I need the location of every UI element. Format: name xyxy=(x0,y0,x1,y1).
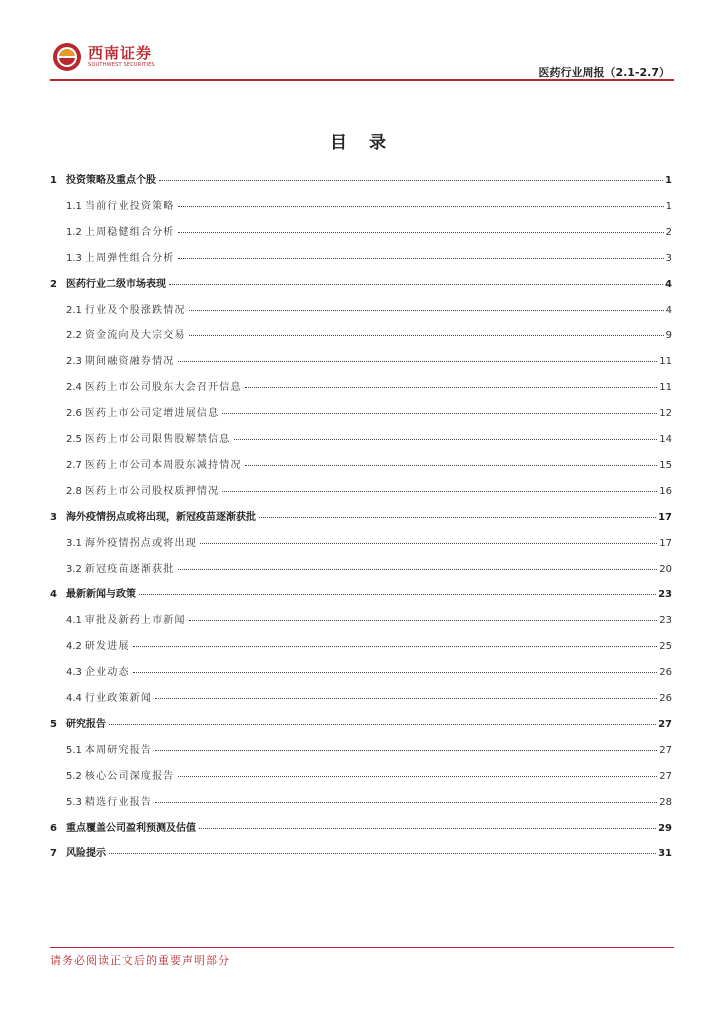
toc-subsection-entry[interactable] xyxy=(50,560,672,576)
toc-entry-number: 5 xyxy=(50,719,57,730)
toc-entry-number: 5.3 xyxy=(66,797,82,808)
toc-section-entry[interactable] xyxy=(50,585,672,601)
toc-dot-leader xyxy=(178,560,658,570)
toc-entry-page-number: 2 xyxy=(665,227,672,238)
toc-dot-leader xyxy=(155,689,657,699)
toc-dot-leader xyxy=(155,793,657,803)
toc-dot-leader xyxy=(259,508,656,518)
toc-dot-leader xyxy=(189,611,658,621)
toc-entry-label: 上周弹性组合分析 xyxy=(84,253,175,264)
logo-chinese-name: 西南证券 xyxy=(88,44,153,62)
toc-entry-label: 企业动态 xyxy=(84,667,130,678)
toc-entry-label: 审批及新药上市新闻 xyxy=(84,615,186,626)
toc-dot-leader xyxy=(178,249,664,259)
toc-entry-label: 医药上市公司股东大会召开信息 xyxy=(84,382,242,393)
toc-entry-label: 医药行业二级市场表现 xyxy=(66,279,166,290)
toc-entry-label: 本周研究报告 xyxy=(84,745,153,756)
toc-entry-page-number: 14 xyxy=(659,434,672,445)
toc-entry-page-number: 27 xyxy=(658,719,672,730)
toc-entry-page-number: 20 xyxy=(659,564,672,575)
toc-entry-page-number: 25 xyxy=(659,641,672,652)
toc-entry-number: 3.1 xyxy=(66,538,82,549)
toc-entry-number: 2.3 xyxy=(66,356,82,367)
toc-dot-leader xyxy=(245,378,658,388)
toc-subsection-entry[interactable] xyxy=(50,249,672,265)
toc-entry-page-number: 27 xyxy=(659,771,672,782)
toc-subsection-entry[interactable] xyxy=(50,689,672,705)
toc-subsection-entry[interactable] xyxy=(50,534,672,550)
toc-section-entry[interactable] xyxy=(50,844,672,860)
toc-subsection-entry[interactable] xyxy=(50,404,672,420)
toc-subsection-entry[interactable] xyxy=(50,663,672,679)
toc-dot-leader xyxy=(109,715,656,725)
toc-entry-label: 精选行业报告 xyxy=(84,797,153,808)
toc-entry-page-number: 17 xyxy=(658,512,672,523)
toc-entry-page-number: 1 xyxy=(665,175,672,186)
toc-entry-page-number: 26 xyxy=(659,693,672,704)
toc-dot-leader xyxy=(199,819,656,829)
toc-entry-number: 3 xyxy=(50,512,57,523)
toc-entry-number: 2.4 xyxy=(66,382,82,393)
toc-entry-number: 2.7 xyxy=(66,460,82,471)
footer-divider xyxy=(50,947,674,948)
toc-entry-number: 6 xyxy=(50,823,57,834)
page-header xyxy=(50,38,674,82)
toc-entry-label: 研究报告 xyxy=(66,719,106,730)
toc-section-entry[interactable] xyxy=(50,715,672,731)
toc-subsection-entry[interactable] xyxy=(50,611,672,627)
toc-entry-number: 2.2 xyxy=(66,330,82,341)
toc-subsection-entry[interactable] xyxy=(50,378,672,394)
toc-subsection-entry[interactable] xyxy=(50,326,672,342)
toc-dot-leader xyxy=(169,275,663,285)
toc-entry-number: 4 xyxy=(50,589,57,600)
toc-entry-label: 行业及个股涨跌情况 xyxy=(84,305,186,316)
toc-entry-number: 2.5 xyxy=(66,434,82,445)
toc-entry-number: 2.8 xyxy=(66,486,82,497)
toc-entry-number: 7 xyxy=(50,848,57,859)
toc-dot-leader xyxy=(222,404,657,414)
toc-entry-page-number: 28 xyxy=(659,797,672,808)
toc-dot-leader xyxy=(133,637,658,647)
toc-subsection-entry[interactable] xyxy=(50,456,672,472)
toc-entry-page-number: 4 xyxy=(665,279,672,290)
toc-entry-label: 医药上市公司股权质押情况 xyxy=(84,486,220,497)
toc-entry-number: 4.4 xyxy=(66,693,82,704)
toc-entry-number: 5.1 xyxy=(66,745,82,756)
toc-entry-label: 核心公司深度报告 xyxy=(84,771,175,782)
toc-entry-page-number: 16 xyxy=(659,486,672,497)
toc-entry-label: 新冠疫苗逐渐获批 xyxy=(84,564,175,575)
toc-entry-page-number: 1 xyxy=(665,201,672,212)
toc-entry-label: 医药上市公司本周股东减持情况 xyxy=(84,460,242,471)
toc-entry-number: 5.2 xyxy=(66,771,82,782)
toc-entry-page-number: 15 xyxy=(659,460,672,471)
toc-entry-number: 2.1 xyxy=(66,305,82,316)
toc-entry-label: 风险提示 xyxy=(66,848,106,859)
header-divider xyxy=(50,79,674,81)
toc-section-entry[interactable] xyxy=(50,275,672,291)
toc-subsection-entry[interactable] xyxy=(50,197,672,213)
toc-entry-label: 海外疫情拐点或将出现，新冠疫苗逐渐获批 xyxy=(66,512,256,523)
logo-emblem-icon xyxy=(52,42,82,72)
toc-entry-page-number: 26 xyxy=(659,667,672,678)
toc-entry-page-number: 31 xyxy=(658,848,672,859)
toc-dot-leader xyxy=(178,767,658,777)
toc-entry-label: 重点覆盖公司盈利预测及估值 xyxy=(66,823,196,834)
footer-disclaimer: 请务必阅读正文后的重要声明部分 xyxy=(50,954,230,967)
toc-entry-label: 投资策略及重点个股 xyxy=(66,175,156,186)
toc-subsection-entry[interactable] xyxy=(50,741,672,757)
toc-dot-leader xyxy=(178,223,664,233)
toc-dot-leader xyxy=(222,482,657,492)
toc-entry-page-number: 9 xyxy=(665,330,672,341)
toc-dot-leader xyxy=(200,534,657,544)
toc-entry-label: 上周稳健组合分析 xyxy=(84,227,175,238)
toc-entry-number: 4.2 xyxy=(66,641,82,652)
toc-subsection-entry[interactable] xyxy=(50,430,672,446)
toc-entry-page-number: 23 xyxy=(658,589,672,600)
toc-entry-page-number: 11 xyxy=(659,356,672,367)
toc-entry-page-number: 23 xyxy=(659,615,672,626)
toc-dot-leader xyxy=(234,430,658,440)
toc-entry-page-number: 29 xyxy=(658,823,672,834)
toc-subsection-entry[interactable] xyxy=(50,223,672,239)
toc-entry-number: 1 xyxy=(50,175,57,186)
toc-dot-leader xyxy=(155,741,657,751)
toc-section-entry[interactable] xyxy=(50,819,672,835)
toc-dot-leader xyxy=(178,197,664,207)
toc-entry-number: 1.1 xyxy=(66,201,82,212)
toc-entry-label: 医药上市公司限售股解禁信息 xyxy=(84,434,231,445)
toc-entry-number: 2 xyxy=(50,279,57,290)
toc-dot-leader xyxy=(109,844,656,854)
toc-subsection-entry[interactable] xyxy=(50,637,672,653)
toc-entry-number: 4.1 xyxy=(66,615,82,626)
toc-entry-number: 1.2 xyxy=(66,227,82,238)
toc-dot-leader xyxy=(189,301,664,311)
toc-dot-leader xyxy=(133,663,658,673)
toc-entry-label: 海外疫情拐点或将出现 xyxy=(84,538,197,549)
toc-entry-label: 期间融资融券情况 xyxy=(84,356,175,367)
toc-dot-leader xyxy=(178,352,658,362)
toc-section-entry[interactable] xyxy=(50,171,672,187)
company-logo xyxy=(52,42,155,72)
toc-entry-page-number: 12 xyxy=(659,408,672,419)
toc-entry-label: 行业政策新闻 xyxy=(84,693,153,704)
toc-entry-label: 医药上市公司定增进展信息 xyxy=(84,408,220,419)
toc-entry-page-number: 27 xyxy=(659,745,672,756)
toc-subsection-entry[interactable] xyxy=(50,482,672,498)
toc-subsection-entry[interactable] xyxy=(50,301,672,317)
logo-english-name: SOUTHWEST SECURITIES xyxy=(88,62,155,68)
toc-entry-page-number: 11 xyxy=(659,382,672,393)
toc-title: 目 录 xyxy=(330,133,394,153)
toc-dot-leader xyxy=(245,456,658,466)
toc-entry-label: 当前行业投资策略 xyxy=(84,201,175,212)
toc-subsection-entry[interactable] xyxy=(50,352,672,368)
toc-entry-number: 2.6 xyxy=(66,408,82,419)
toc-entry-page-number: 3 xyxy=(665,253,672,264)
toc-entry-label: 研发进展 xyxy=(84,641,130,652)
toc-dot-leader xyxy=(159,171,663,181)
toc-entry-page-number: 4 xyxy=(665,305,672,316)
toc-entry-number: 4.3 xyxy=(66,667,82,678)
report-title: 医药行业周报（2.1-2.7） xyxy=(538,66,670,79)
toc-subsection-entry[interactable] xyxy=(50,767,672,783)
toc-entry-label: 最新新闻与政策 xyxy=(66,589,136,600)
toc-dot-leader xyxy=(189,326,664,336)
toc-entry-number: 3.2 xyxy=(66,564,82,575)
toc-dot-leader xyxy=(139,585,656,595)
toc-entry-label: 资金流向及大宗交易 xyxy=(84,330,186,341)
toc-section-entry[interactable] xyxy=(50,508,672,524)
toc-entry-page-number: 17 xyxy=(659,538,672,549)
toc-entry-number: 1.3 xyxy=(66,253,82,264)
toc-subsection-entry[interactable] xyxy=(50,793,672,809)
